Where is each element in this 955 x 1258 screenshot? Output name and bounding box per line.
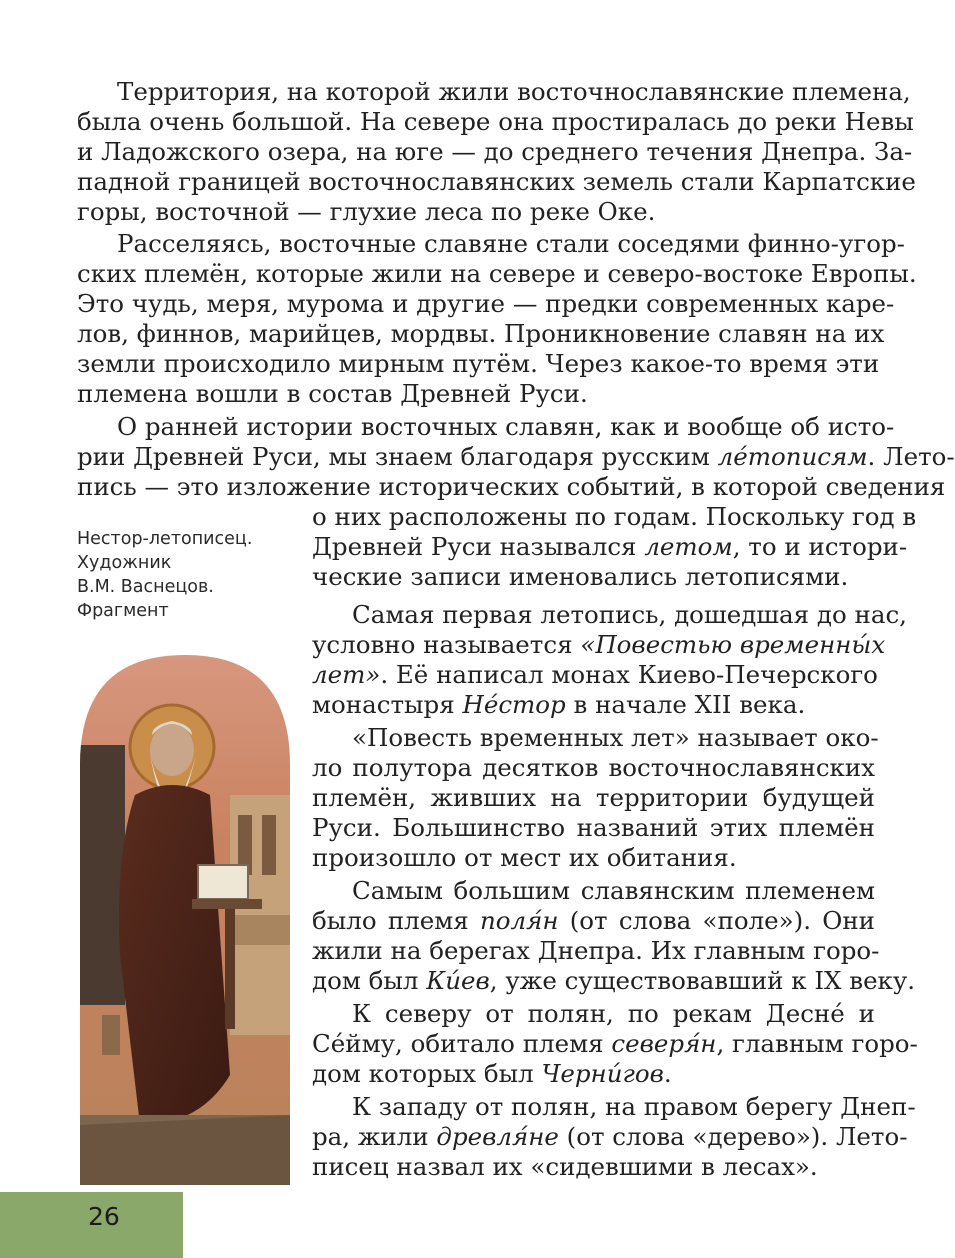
text-run: монастыря [312,690,463,719]
caption-line: Фрагмент [77,601,169,621]
italic-term: Ки́ев [426,966,490,995]
italic-term: поля́н [479,906,559,935]
text-line: пись — это изложение исторических событий, в которой сведения [77,472,946,501]
text-line [312,906,875,936]
italic-term: ле́тописям [717,442,868,471]
caption-line: В.М. Васнецов. [77,577,214,597]
text-line: Территория, на которой жили восточнославянские племена, [117,77,911,106]
text-line: была очень большой. На севере она простиралась до реки Невы [77,107,914,136]
text-line: и Ладожского озера, на юге — до среднего течения Днепра. За- [77,137,913,166]
text-line [312,690,875,720]
page-number: 26 [88,1202,120,1231]
text-run: , то и истори- [732,532,908,561]
text-line: Расселяясь, восточные славяне стали соседями финно-угор- [117,229,905,258]
text-line [312,660,878,690]
text-line: жили на берегах Днепра. Их главным горо- [312,936,880,965]
italic-term: Не́стор [462,690,566,719]
text-line: ских племён, которые жили на севере и северо-востоке Европы. [77,259,917,288]
text-line [312,630,886,660]
text-line: падной границей восточнославянских земель стали Карпатские [77,167,916,196]
text-line [312,966,916,996]
italic-term: лет» [312,660,381,689]
text-line: лов, финнов, марийцев, мордвы. Проникновение славян на их [77,319,885,348]
italic-term: древля́не [436,1122,559,1151]
text-line: О ранней истории восточных славян, как и вообще об исто- [117,412,895,441]
text-line [312,532,908,562]
text-run: (от слова «поле»). Они [558,906,875,935]
text-run: рии Древней Руси, мы знаем благодаря русским [77,442,718,471]
text-line: Самая первая летопись, дошедшая до нас, [352,600,907,629]
italic-term: летом [644,532,733,561]
text-line: Руси. Большинство названий этих племён [312,813,875,842]
text-line: К западу от полян, на правом берегу Днеп- [352,1092,916,1121]
text-line [312,1059,875,1089]
text-run: , главным горо- [716,1029,918,1058]
text-line [312,1122,908,1152]
text-line: о них расположены по годам. Поскольку год в [312,502,917,531]
text-line: ло полутора десятков восточнославянских [312,753,875,782]
text-line [77,442,955,472]
image-caption [77,527,297,623]
text-run: , уже существовавший к IX веку. [489,966,916,995]
italic-term: «Повестью временны́х [580,630,886,659]
text-line: горы, восточной — глухие леса по реке Оке. [77,197,656,226]
text-run: . Лето- [867,442,955,471]
text-run: было племя [312,906,480,935]
text-run: ра, жили [312,1122,437,1151]
text-run: дом которых был [312,1059,542,1088]
text-run: в начале XII века. [565,690,806,719]
text-line: писец назвал их «сидевшими в лесах». [312,1152,818,1181]
caption-line: Художник [77,553,172,573]
text-run: условно называется [312,630,581,659]
text-run: Древней Руси назывался [312,532,645,561]
text-line: Это чудь, меря, мурома и другие — предки современных каре- [77,289,895,318]
text-run: . [663,1059,672,1088]
text-run: (от слова «дерево»). Лето- [558,1122,908,1151]
text-run: дом был [312,966,427,995]
text-line: «Повесть временных лет» называет око- [352,723,879,752]
text-line: К северу от полян, по рекам Десне́ и [352,999,875,1028]
text-line [312,1029,918,1059]
text-line: Самым большим славянским племенем [352,876,875,905]
text-line: племена вошли в состав Древней Руси. [77,379,588,408]
text-run: Се́йму, обитало племя [312,1029,612,1058]
nestor-painting [80,655,290,1185]
text-line: земли происходило мирным путём. Через какое-то время эти [77,349,880,378]
italic-term: Черни́гов [541,1059,664,1088]
text-line: произошло от мест их обитания. [312,843,737,872]
italic-term: северя́н [611,1029,717,1058]
text-run: . Её написал монах Киево-Печерского [380,660,878,689]
text-line: племён, живших на территории будущей [312,783,875,812]
caption-line: Нестор-летописец. [77,529,253,549]
text-line: ческие записи именовались летописями. [312,562,849,591]
